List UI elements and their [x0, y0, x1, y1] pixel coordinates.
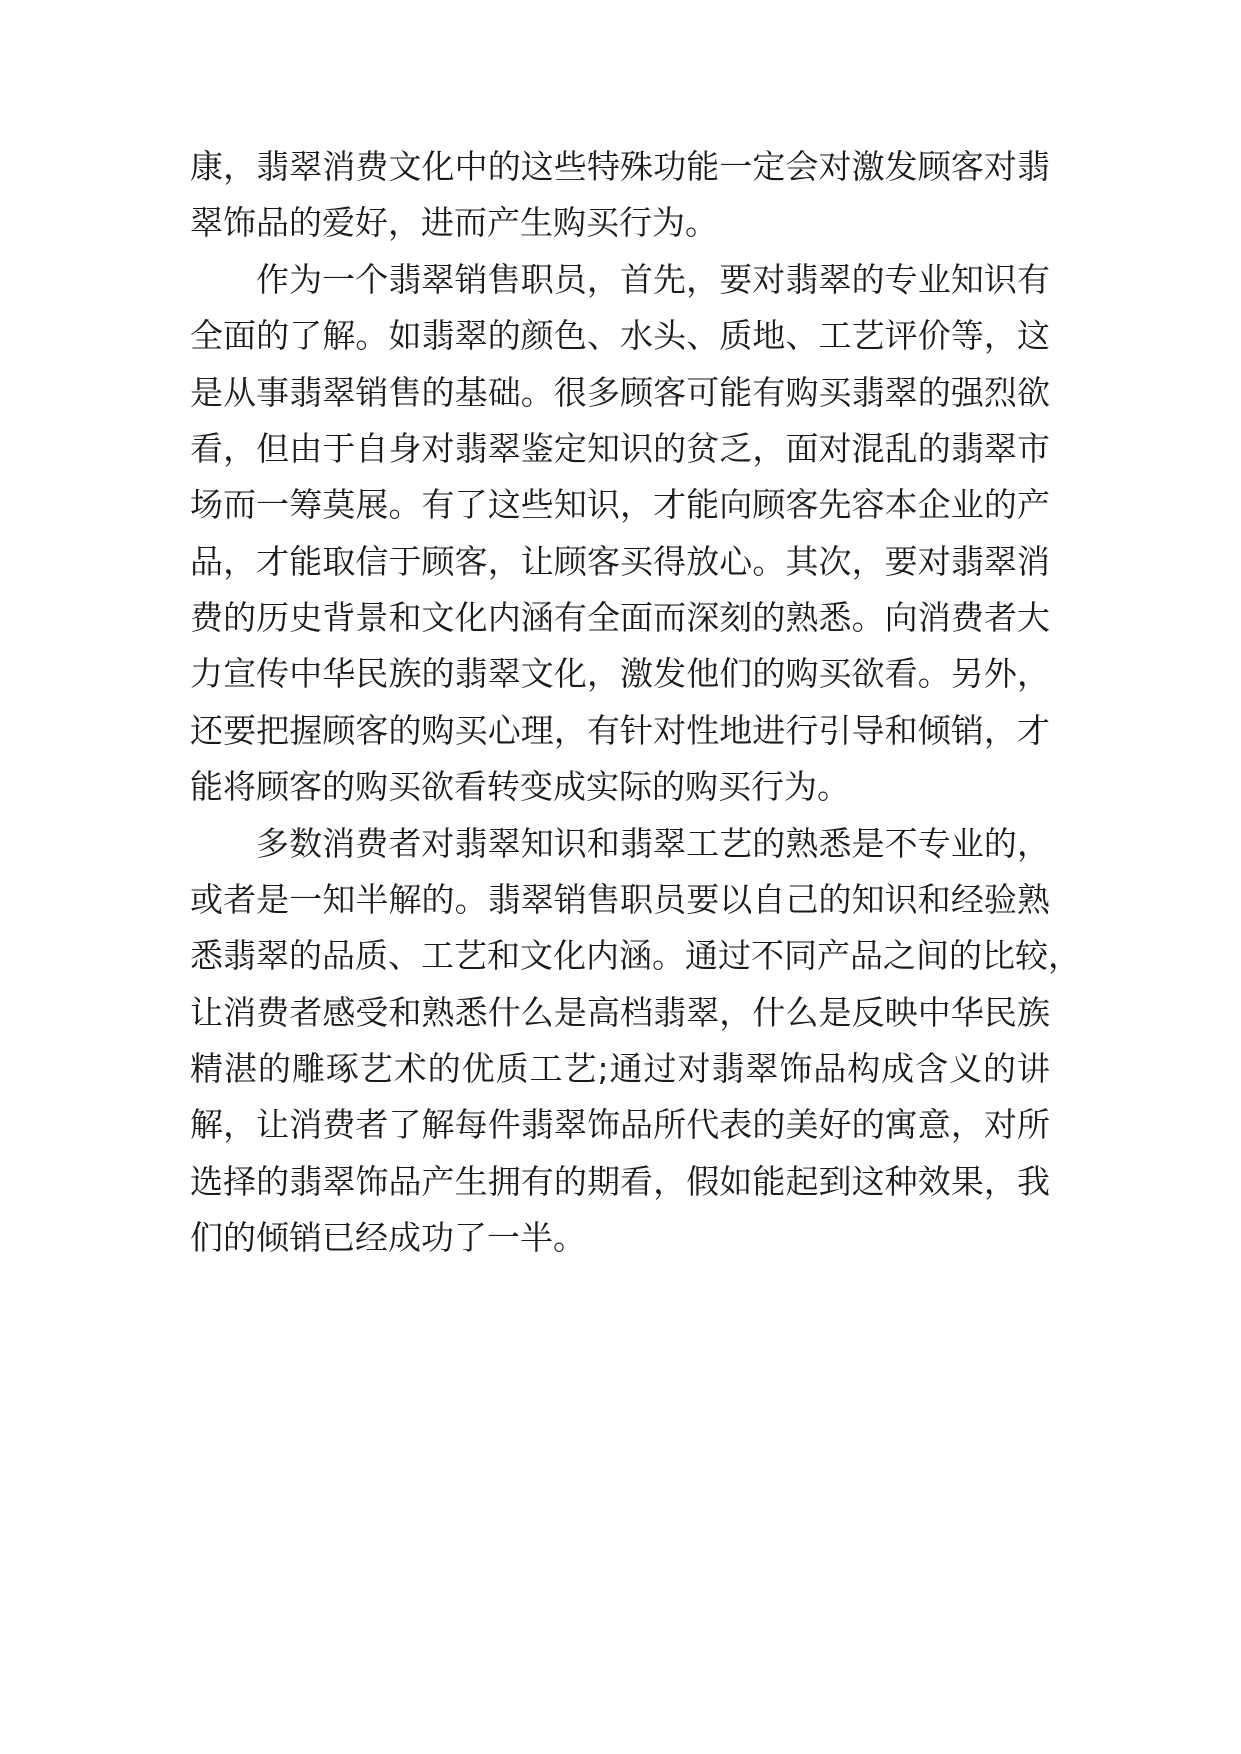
text-line: 让消费者感受和熟悉什么是高档翡翠，什么是反映中华民族: [190, 993, 1050, 1032]
text-line: 翠饰品的爱好，进而产生购买行为。: [190, 203, 718, 242]
text-line: 康，翡翠消费文化中的这些特殊功能一定会对激发顾客对翡: [190, 147, 1050, 186]
text-line: 全面的了解。如翡翠的颜色、水头、质地、工艺评价等，这: [190, 316, 1050, 355]
text-line: 们的倾销已经成功了一半。: [190, 1218, 586, 1257]
text-line: 还要把握顾客的购买心理，有针对性地进行引导和倾销，才: [190, 711, 1050, 750]
paragraph-first-line: 作为一个翡翠销售职员，首先，要对翡翠的专业知识有: [256, 260, 1050, 299]
text-line: 场而一筹莫展。有了这些知识，才能向顾客先容本企业的产: [190, 485, 1050, 524]
text-line: 是从事翡翠销售的基础。很多顾客可能有购买翡翠的强烈欲: [190, 373, 1050, 412]
text-line: 费的历史背景和文化内涵有全面而深刻的熟悉。向消费者大: [190, 598, 1050, 637]
text-line: 力宣传中华民族的翡翠文化，激发他们的购买欲看。另外，: [190, 654, 1050, 693]
text-line: 看，但由于自身对翡翠鉴定知识的贫乏，面对混乱的翡翠市: [190, 429, 1050, 468]
text-line: 或者是一知半解的。翡翠销售职员要以自己的知识和经验熟: [190, 880, 1050, 919]
text-line: 悉翡翠的品质、工艺和文化内涵。通过不同产品之间的比较，: [190, 936, 1081, 975]
text-line: 解，让消费者了解每件翡翠饰品所代表的美好的寓意，对所: [190, 1105, 1050, 1144]
text-line: 品，才能取信于顾客，让顾客买得放心。其次，要对翡翠消: [190, 542, 1050, 581]
paragraph-first-line: 多数消费者对翡翠知识和翡翠工艺的熟悉是不专业的，: [256, 824, 1050, 863]
text-line: 选择的翡翠饰品产生拥有的期看，假如能起到这种效果，我: [190, 1162, 1050, 1201]
text-line: 能将顾客的购买欲看转变成实际的购买行为。: [190, 767, 850, 806]
text-line: 精湛的雕琢艺术的优质工艺;通过对翡翠饰品构成含义的讲: [190, 1049, 1050, 1088]
